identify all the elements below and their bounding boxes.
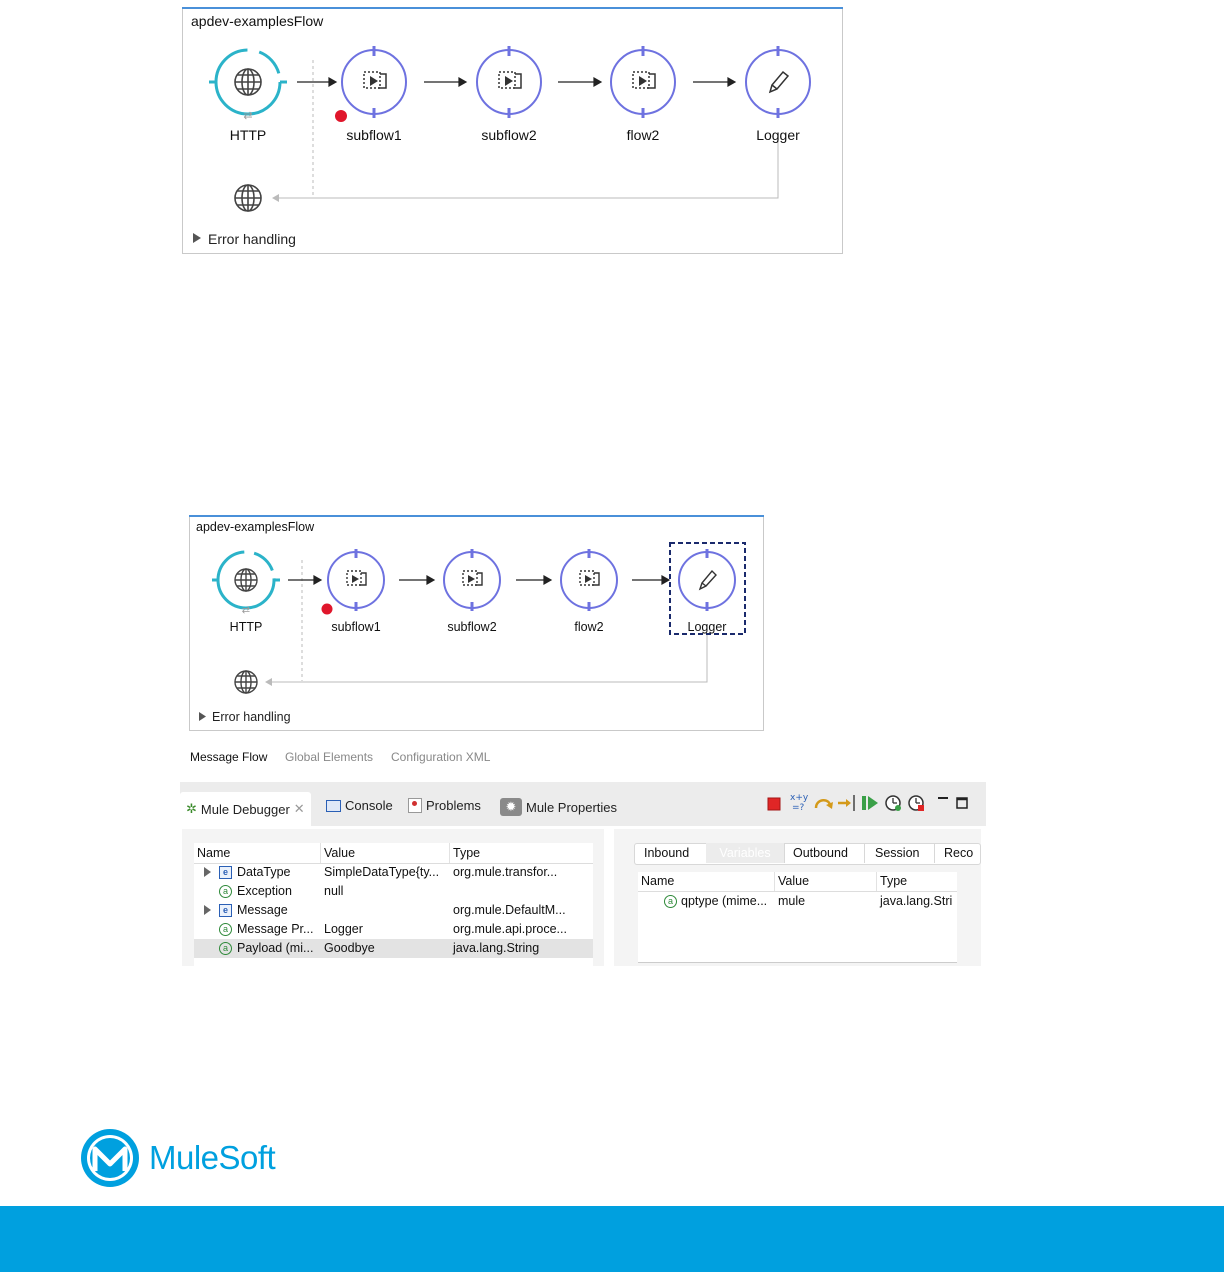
column-header-type[interactable]: Type: [453, 846, 481, 860]
tab-mule-debugger[interactable]: ✲ Mule Debugger ✕: [180, 792, 311, 826]
flow-ref-node-flow2[interactable]: [561, 549, 617, 611]
step-over-icon[interactable]: [816, 800, 830, 808]
globe-icon: [235, 69, 261, 95]
svg-text:⇄: ⇄: [243, 109, 253, 122]
column-header-value[interactable]: Value: [324, 846, 356, 860]
expand-arrow-icon[interactable]: [204, 867, 211, 877]
clock-stop-icon[interactable]: [909, 796, 924, 811]
tab-record[interactable]: Reco: [944, 846, 974, 860]
flow-canvas-1: [182, 7, 843, 254]
svg-text:⇄: ⇄: [241, 605, 251, 616]
node-label-logger: Logger: [687, 620, 727, 634]
flow-canvas-2: [189, 515, 764, 731]
flow-ref-node-subflow1[interactable]: [328, 549, 384, 611]
flow-title: apdev-examplesFlow: [191, 13, 324, 29]
node-label-flow2: flow2: [626, 127, 660, 143]
tab-configuration-xml[interactable]: Configuration XML: [391, 750, 491, 764]
response-globe-icon: [235, 185, 261, 211]
tab-session[interactable]: Session: [875, 846, 920, 860]
node-label-subflow2: subflow2: [481, 127, 537, 143]
http-listener-icon[interactable]: [209, 50, 287, 122]
element-badge-icon: e: [219, 866, 232, 879]
node-label-http: HTTP: [229, 127, 267, 143]
attribute-badge-icon: a: [219, 942, 232, 955]
column-header-name[interactable]: Name: [641, 874, 675, 888]
tab-message-flow[interactable]: Message Flow: [190, 750, 268, 764]
svg-text:x+y: x+y: [790, 793, 809, 803]
breakpoint-indicator[interactable]: [335, 110, 347, 122]
node-label-http: HTTP: [229, 620, 263, 634]
attribute-badge-icon: a: [219, 885, 232, 898]
pencil-icon: [700, 571, 716, 589]
globe-icon: [235, 569, 257, 591]
mulesoft-m-icon: [79, 1127, 141, 1189]
logger-node[interactable]: [746, 46, 810, 118]
resume-icon[interactable]: [862, 796, 878, 810]
flow-ref-node-flow2[interactable]: [611, 46, 675, 118]
tab-outbound[interactable]: Outbound: [793, 846, 848, 860]
attribute-badge-icon: a: [219, 923, 232, 936]
expand-triangle-icon: [199, 712, 206, 721]
bug-icon: ✲: [186, 801, 197, 816]
maximize-icon[interactable]: [957, 798, 967, 808]
tab-global-elements[interactable]: Global Elements: [285, 750, 374, 764]
properties-panel: Inbound Variables Outbound Session Reco Name Value Type a qptype (mime... mule java.lang.Stri: [614, 829, 981, 966]
stop-icon[interactable]: [768, 798, 780, 810]
response-globe-icon: [235, 671, 257, 693]
logger-node[interactable]: [679, 549, 735, 611]
flow-ref-node-subflow1[interactable]: [342, 46, 406, 118]
flow-title: apdev-examplesFlow: [196, 520, 315, 534]
debugger-view-bar: [180, 782, 986, 826]
console-icon: [326, 800, 341, 812]
tab-problems[interactable]: Problems: [408, 798, 481, 813]
tab-variables[interactable]: Variables: [706, 843, 784, 863]
problems-icon: [408, 798, 422, 813]
footer-bar: [0, 1206, 1224, 1272]
error-handling-toggle[interactable]: Error handling: [208, 231, 296, 247]
attribute-badge-icon: a: [664, 895, 677, 908]
node-label-subflow1: subflow1: [331, 620, 381, 634]
flow-ref-node-subflow2[interactable]: [477, 46, 541, 118]
debugger-toolbar: [766, 790, 980, 816]
node-label-logger: Logger: [756, 127, 800, 143]
run-to-processor-icon[interactable]: [838, 795, 854, 811]
svg-text:=?: =?: [792, 803, 805, 813]
flow-ref-node-subflow2[interactable]: [444, 549, 500, 611]
table-header-row: [194, 843, 593, 864]
http-listener-icon[interactable]: [212, 552, 280, 616]
node-label-subflow2: subflow2: [447, 620, 497, 634]
column-header-type[interactable]: Type: [880, 874, 908, 888]
gear-icon: ✹: [500, 798, 522, 816]
expand-triangle-icon: [193, 233, 201, 243]
clock-icon[interactable]: [886, 796, 901, 811]
element-badge-icon: e: [219, 904, 232, 917]
variables-tree-panel: Name Value Type e DataType SimpleDataType{ty... org.mule.transfor... a Exception null e Message org.mule.DefaultM... a Message Pr... Logger org.mule.api.proce... a Payload (mi... Goodbye java.lang.String: [182, 829, 604, 966]
node-label-flow2: flow2: [574, 620, 604, 634]
brand-name: MuleSoft: [149, 1139, 276, 1176]
close-icon[interactable]: ✕: [293, 801, 305, 816]
expand-arrow-icon[interactable]: [204, 905, 211, 915]
column-header-value[interactable]: Value: [778, 874, 810, 888]
tab-inbound[interactable]: Inbound: [644, 846, 690, 860]
node-label-subflow1: subflow1: [346, 127, 402, 143]
tab-console[interactable]: Console: [326, 798, 393, 813]
evaluate-expression-icon[interactable]: [790, 793, 809, 813]
error-handling-toggle[interactable]: Error handling: [212, 710, 291, 724]
mulesoft-logo: [79, 1127, 289, 1189]
breakpoint-indicator[interactable]: [322, 604, 333, 615]
column-header-name[interactable]: Name: [197, 846, 231, 860]
tab-mule-properties[interactable]: ✹ Mule Properties: [500, 798, 617, 816]
pencil-icon: [770, 72, 788, 92]
